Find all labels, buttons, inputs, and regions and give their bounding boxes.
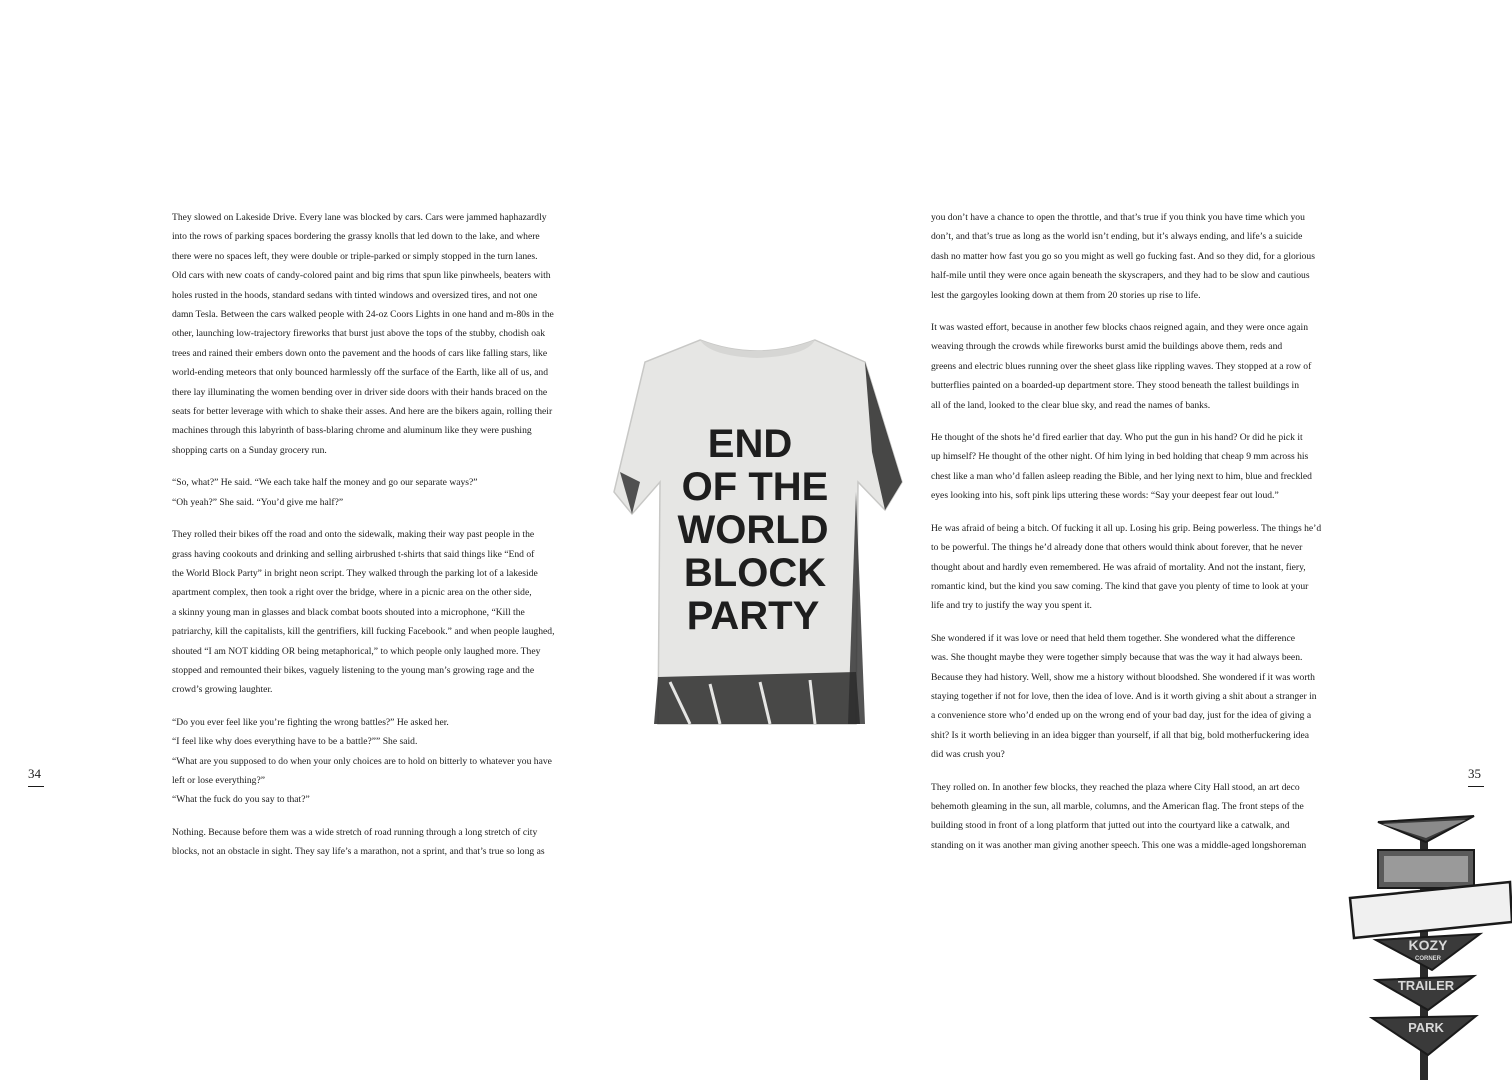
text-line: half-mile until they were once again beneath the skyscrapers, and they had to be slow and cautious — [931, 270, 1310, 282]
text-line: machines through this labyrinth of bass-blaring chrome and aluminum like they were pushing — [172, 425, 532, 437]
text-line: left or lose everything?” — [172, 774, 265, 786]
shirt-text-line: END — [707, 422, 793, 466]
sign-text-line: TRAILER — [1397, 978, 1455, 993]
page-number — [28, 766, 44, 787]
sign-text-line: PARK — [1408, 1020, 1444, 1035]
text-line: you don’t have a chance to open the throttle, and that’s true if you think you have time which you — [931, 212, 1305, 223]
text-line: up himself? He thought of the other night. Of him lying in bed holding that cheap 9 mm across his — [931, 451, 1309, 463]
text-line: dash no matter how fast you go so you might as well go fucking fast. And so they did, for a glorious — [931, 250, 1315, 262]
paragraph — [172, 823, 587, 862]
text-line: a convenience store who’d ended up on the wrong end of your bad day, just for the idea of giving a — [931, 710, 1312, 722]
page-number-text: 35 — [1468, 766, 1481, 781]
text-line: stopped and remounted their bikes, vaguely listening to the young man’s growing rage and the — [172, 664, 535, 676]
text-line: standing on it was another man giving another speech. This one was a middle-aged longshoreman — [931, 839, 1307, 851]
text-line: building stood in front of a long platform that jutted out into the courtyard like a catwalk, and — [931, 820, 1290, 832]
text-line: did was crush you? — [931, 749, 1005, 761]
text-line: patriarchy, kill the capitalists, kill the gentrifiers, kill fucking Facebook.” and when people laughed, — [172, 626, 555, 638]
shirt-text-line: PARTY — [686, 594, 820, 638]
shirt-text-line: WORLD — [677, 508, 829, 552]
text-line: all of the land, looked to the clear blue sky, and read the names of banks. — [931, 399, 1211, 411]
text-line: They rolled on. In another few blocks, they reached the plaza where City Hall stood, an art deco — [931, 781, 1300, 793]
text-line: thought about and hardly even remembered. He was afraid of mortality. And not the instant, fiery, — [931, 561, 1306, 573]
shirt-text-line: OF THE — [681, 465, 829, 509]
paragraph — [931, 778, 1346, 856]
text-line: crowd’s growing laughter. — [172, 684, 273, 696]
paragraph — [931, 208, 1346, 305]
text-line: shit? Is it worth believing in an idea bigger than yourself, if all that big, bold motherfuckering idea — [931, 729, 1310, 741]
text-line: “I feel like why does everything have to be a battle?”” She said. — [172, 736, 418, 748]
text-line: It was wasted effort, because in another few blocks chaos reigned again, and they were once again — [931, 322, 1309, 334]
text-line: behemoth gleaming in the sun, all marble, columns, and the American flag. The front steps of the — [931, 800, 1304, 812]
text-line: romantic kind, but the kind you saw coming. The kind that gave you plenty of time to look at your — [931, 580, 1309, 592]
text-line: there lay illuminating the women bending over in driver side doors with their hands braced on the — [172, 386, 548, 398]
text-line: greens and electric blues running over the sheet glass like rippling waves. They stopped at a row of — [931, 360, 1312, 372]
text-line: lest the gargoyles looking down at them from 20 stories up rise to life. — [931, 289, 1201, 301]
left-text-column — [172, 208, 587, 875]
text-line: grass having cookouts and drinking and selling airbrushed t-shirts that said things like “End of — [172, 548, 535, 560]
text-line: seats for better leverage with which to shake their asses. And here are the bikers again, rolling their — [172, 406, 553, 418]
dialogue-block — [172, 473, 587, 512]
page-number-underline — [28, 786, 44, 787]
text-line: butterflies painted on a boarded-up department store. They stood beneath the tallest buildings in — [931, 380, 1300, 392]
paragraph — [172, 208, 587, 460]
text-line: “What the fuck do you say to that?” — [172, 794, 310, 806]
shirt-text-line: BLOCK — [683, 551, 827, 595]
dialogue-block — [172, 713, 587, 810]
paragraph — [172, 525, 587, 700]
text-line: weaving through the crowds while fireworks burst amid the buildings above them, reds and — [931, 341, 1283, 353]
text-line: “What are you supposed to do when your only choices are to hold on bitterly to whatever you have — [172, 755, 552, 767]
sign-text-line: KOZY — [1408, 937, 1448, 953]
text-line: a skinny young man in glasses and black combat boots shouted into a microphone, “Kill the — [172, 606, 525, 618]
text-line: was. She thought maybe they were together simply because that was the way it had always been. — [931, 652, 1303, 664]
sign-text-line: CORNER — [1414, 956, 1442, 962]
text-line: eyes looking into his, soft pink lips uttering these words: “Say your deepest fear out loud.” — [931, 490, 1279, 502]
text-line: blocks, not an obstacle in sight. They say life’s a marathon, not a sprint, and that’s true so long as — [172, 846, 545, 858]
text-line: staying together if not for love, then the idea of love. And is it worth giving a shit about a stranger in — [931, 690, 1317, 702]
text-line: chest like a man who’d fallen asleep reading the Bible, and her lying next to him, blue and freckled — [931, 470, 1312, 482]
text-line: shouted “I am NOT kidding OR being metaphorical,” to which people only laughed more. They — [172, 645, 541, 657]
text-line: They rolled their bikes off the road and onto the sidewalk, making their way past people in the — [172, 529, 535, 541]
text-line: into the rows of parking spaces bordering the grassy knolls that led down to the lake, and where — [172, 231, 540, 243]
text-line: They slowed on Lakeside Drive. Every lane was blocked by cars. Cars were jammed haphazardly — [172, 212, 547, 223]
text-line: to be powerful. The things he’d already done that others would think about forever, that he never — [931, 542, 1303, 554]
text-line: apartment complex, then took a right over the bridge, where in a picnic area on the other side, — [172, 587, 532, 599]
paragraph — [931, 519, 1346, 616]
text-line: damn Tesla. Between the cars walked people with 24-oz Coors Lights in one hand and m-80s in the — [172, 309, 554, 321]
paragraph — [931, 629, 1346, 765]
text-line: there were no spaces left, they were double or triple-parked or simply stopped in the turn lanes. — [172, 250, 538, 262]
text-line: Old cars with new coats of candy-colored paint and big rims that spun like pinwheels, beaters with — [172, 270, 551, 282]
page-number-text: 34 — [28, 766, 41, 781]
text-line: life and try to justify the way you spent it. — [931, 600, 1092, 612]
text-line: “Do you ever feel like you’re fighting the wrong battles?” He asked her. — [172, 716, 449, 728]
text-line: Nothing. Because before them was a wide stretch of road running through a long stretch of city — [172, 826, 538, 838]
text-line: He was afraid of being a bitch. Of fucking it all up. Losing his grip. Being powerless. The things he’d — [931, 522, 1322, 534]
text-line: other, launching low-trajectory fireworks that burst just above the tops of the stubby, chodish oak — [172, 328, 546, 340]
text-line: don’t, and that’s true as long as the world isn’t ending, but it’s always ending, and life’s a suicide — [931, 231, 1303, 243]
trailer-park-sign-illustration — [1342, 810, 1512, 1080]
text-line: “Oh yeah?” She said. “You’d give me half?” — [172, 496, 344, 508]
right-text-column — [931, 208, 1346, 868]
text-line: She wondered if it was love or need that held them together. She wondered what the difference — [931, 632, 1295, 644]
text-line: He thought of the shots he’d fired earlier that day. Who put the gun in his hand? Or did he pick it — [931, 432, 1303, 444]
text-line: trees and rained their embers down onto the pavement and the hoods of cars like falling stars, like — [172, 347, 548, 359]
text-line: world-ending meteors that only bounced harmlessly off the surface of the Earth, like all of us, and — [172, 367, 549, 379]
paragraph — [931, 428, 1346, 506]
page-number-underline — [1468, 786, 1484, 787]
text-line: shopping carts on a Sunday grocery run. — [172, 444, 327, 456]
text-line: Because they had history. Well, show me a history without bloodshed. She wondered if it was worth — [931, 671, 1315, 683]
paragraph — [931, 318, 1346, 415]
text-line: “So, what?” He said. “We each take half the money and go our separate ways?” — [172, 477, 478, 489]
text-line: holes rusted in the hoods, standard sedans with tinted windows and oversized tires, and not one — [172, 289, 538, 301]
page-number — [1468, 766, 1484, 787]
text-line: the World Block Party” in bright neon script. They walked through the parking lot of a lakeside — [172, 567, 538, 579]
